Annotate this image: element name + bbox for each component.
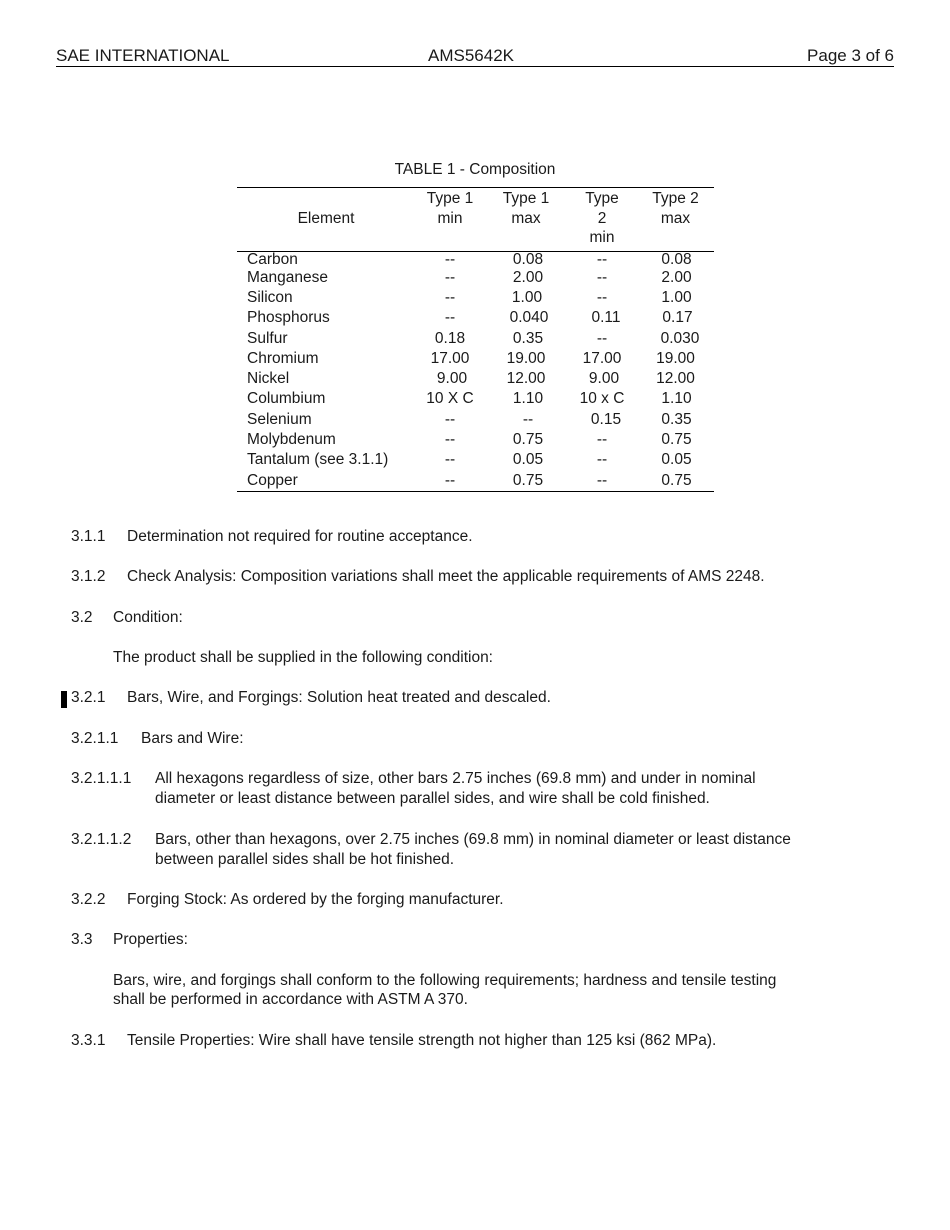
cell-t2max: 0.05 [661,451,692,469]
cell-t1max: 0.35 [512,329,544,347]
header-element: Element [237,188,415,252]
cell-t1min: 9.00 [436,370,468,388]
table-row [237,308,714,328]
cell-t1min: -- [444,471,456,489]
revision-bar [61,691,67,708]
section-3-3-body-line2: shall be performed in accordance with ASTM A 370. [113,991,468,1008]
cell-t2min: -- [596,250,608,268]
cell-t2max: 0.75 [661,471,692,489]
section-3-2-1-1: 3.2.1.1 Bars and Wire: [71,730,244,747]
cell-t2min: 9.00 [588,370,620,388]
table-row [237,369,714,389]
cell-t2max: 0.35 [661,410,692,428]
cell-t2max: 19.00 [656,349,695,367]
section-3-2: 3.2 Condition: [71,609,183,626]
header-org: SAE INTERNATIONAL [56,46,230,65]
cell-t2min: 0.11 [591,309,621,327]
cell-element: Tantalum (see 3.1.1) [247,451,389,469]
cell-element: Nickel [247,370,290,388]
section-3-2-1-1-2: 3.2.1.1.2 Bars, other than hexagons, over 2.75 inches (69.8 mm) in nominal diameter or least distance between parallel sides shall be hot finished. [71,831,791,868]
cell-t1min: -- [444,268,456,286]
section-3-2-1-1-1: 3.2.1.1.1 All hexagons regardless of size, other bars 2.75 inches (69.8 mm) and under in nominal diameter or least distance between parallel sides, and wire shall be cold finished. [71,770,756,807]
cell-element: Sulfur [247,329,288,347]
cell-t2max: 1.10 [661,390,692,408]
cell-t2min: 10 x C [579,390,625,408]
cell-t1min: -- [444,309,456,327]
cell-element: Manganese [247,268,329,286]
cell-t1max: 19.00 [506,349,546,367]
composition-table [237,187,714,492]
cell-element: Carbon [247,250,298,268]
header-page-number: Page 3 of 6 [807,46,894,65]
cell-element: Chromium [247,349,319,367]
section-3-1-2: 3.1.2 Check Analysis: Composition variations shall meet the applicable requirements of AMS 2248. [71,568,765,585]
cell-t1min: -- [444,451,456,469]
cell-t2max: 0.17 [662,309,693,327]
cell-t1min: 17.00 [430,349,470,367]
table-row [237,430,714,450]
header-type1-max: Type 1 max [485,188,567,252]
cell-t1max: -- [522,410,534,428]
cell-t1max: 1.00 [511,288,543,306]
cell-t2min: 0.15 [590,410,622,428]
cell-t1max: 2.00 [512,268,544,286]
cell-t1max: 1.10 [512,390,544,408]
cell-t2min: -- [596,329,608,347]
header-type2-max: Type 2 max [637,188,714,252]
header-type1-min: Type 1 min [415,188,485,252]
header-doc-number: AMS5642K [428,46,514,65]
table-header-row [237,188,714,252]
cell-t2max: 0.08 [661,250,692,268]
table-row [237,470,714,491]
cell-t2min: -- [596,431,608,449]
cell-element: Phosphorus [247,309,330,327]
cell-t2max: 0.75 [661,431,692,449]
cell-element: Molybdenum [247,431,336,449]
table-row [237,328,714,348]
header-type2-min: Type 2 min [567,188,637,252]
section-3-2-1: 3.2.1 Bars, Wire, and Forgings: Solution heat treated and descaled. [71,689,551,706]
section-3-3-1: 3.3.1 Tensile Properties: Wire shall have tensile strength not higher than 125 ksi (862 MPa). [71,1032,717,1049]
cell-t2max: 0.030 [660,329,700,347]
cell-t1min: 0.18 [434,329,466,347]
table-row [237,349,714,369]
cell-t1max: 0.75 [512,471,544,489]
cell-t1max: 0.08 [512,250,544,268]
section-3-2-2: 3.2.2 Forging Stock: As ordered by the forging manufacturer. [71,891,504,908]
page-header [56,46,894,67]
cell-t2min: 17.00 [582,349,622,367]
cell-t2min: -- [596,268,608,286]
cell-t2min: -- [596,471,608,489]
cell-t1min: -- [444,431,456,449]
table-row [237,251,714,268]
cell-t2max: 1.00 [661,288,692,306]
cell-element: Copper [247,471,298,489]
table-caption: TABLE 1 - Composition [394,161,556,178]
section-3-1-1: 3.1.1 Determination not required for routine acceptance. [71,528,473,545]
table-row [237,268,714,288]
cell-element: Silicon [247,288,293,306]
cell-t1min: -- [444,288,456,306]
cell-element: Columbium [247,390,326,408]
table-row [237,410,714,430]
section-3-3-body-line1: Bars, wire, and forgings shall conform to the following requirements; hardness and tensile testing [113,972,777,989]
table-row [237,389,714,409]
table-row [237,288,714,308]
cell-t1min: -- [444,410,456,428]
table-body [237,251,714,491]
table-row [237,450,714,470]
cell-t2min: -- [596,451,608,469]
cell-element: Selenium [247,410,312,428]
cell-t1max: 0.75 [512,431,544,449]
cell-t2max: 2.00 [661,268,692,286]
cell-t1min: -- [444,250,456,268]
section-3-3: 3.3 Properties: [71,931,188,948]
cell-t1max: 0.05 [512,451,544,469]
cell-t1min: 10 X C [426,390,474,408]
cell-t2min: -- [596,288,608,306]
cell-t2max: 12.00 [656,370,695,388]
section-3-2-body: The product shall be supplied in the following condition: [113,649,493,666]
cell-t1max: 0.040 [509,309,549,327]
cell-t1max: 12.00 [506,370,546,388]
